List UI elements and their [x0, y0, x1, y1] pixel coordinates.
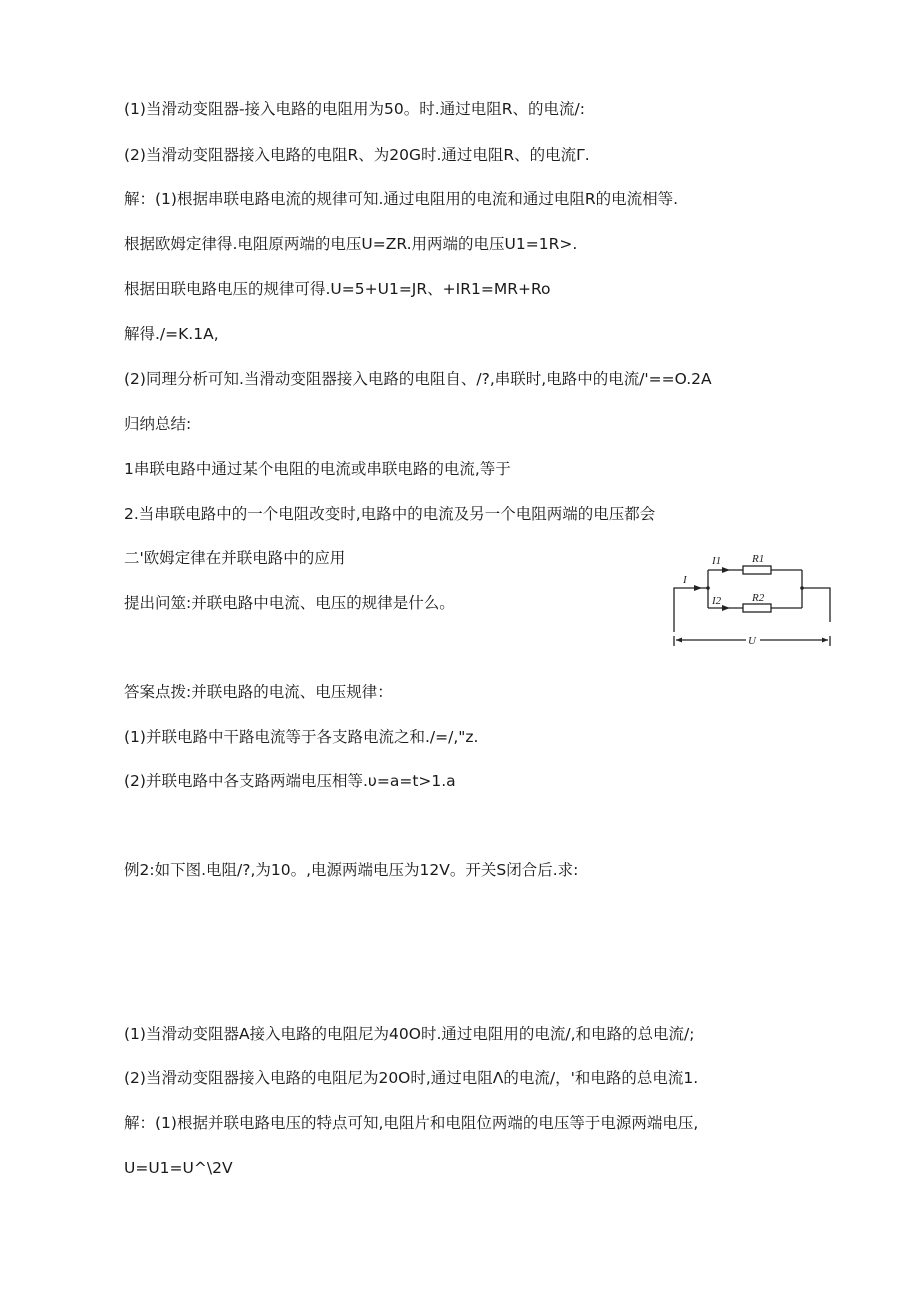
label-i: I — [683, 574, 687, 586]
parallel-circuit-diagram — [668, 552, 838, 648]
question-1-text: (1)当滑动变阻器-接入电路的电阻用为50。时.通过电阻R、的电流/: — [124, 100, 585, 118]
summary-heading: 归纳总结: — [124, 415, 192, 433]
solution-line-2: 根据欧姆定律得.电阻原两端的电压U=ZR.用两端的电压U1=1R>. — [124, 235, 578, 253]
answer-rule-2: (2)并联电路中各支路两端电压相等.υ=a=t>1.a — [124, 772, 456, 790]
label-u: U — [748, 635, 756, 647]
resistor-r2 — [743, 604, 771, 612]
junction-dot-left — [706, 586, 710, 590]
current-arrow-branch-2 — [722, 605, 730, 611]
example-2-solution-1: 解：(1)根据并联电路电压的特点可知,电阻片和电阻位两端的电压等于电源两端电压, — [124, 1114, 699, 1132]
solution-line-1: 解：(1)根据串联电路电流的规律可知.通过电阻用的电流和通过电阻R的电流相等. — [124, 190, 679, 208]
left-lead-wire — [674, 588, 708, 632]
answer-heading: 答案点拨:并联电路的电流、电压规律： — [124, 683, 393, 701]
solution-line-3: 根据田联电路电压的规律可得.U=5+U1=JR、+IR1=MR+Ro — [124, 280, 551, 298]
example-2-solution-2: U=U1=U^\2V — [124, 1159, 233, 1177]
solution-line-5: (2)同理分析可知.当滑动变阻器接入电路的电阻自、/?,串联时,电路中的电流/'==O.2A — [124, 370, 712, 388]
label-i2: I2 — [712, 595, 722, 607]
right-lead-wire — [802, 588, 830, 622]
label-r2: R2 — [752, 592, 765, 604]
current-arrow-main — [694, 585, 702, 591]
summary-item-1: 1串联电路中通过某个电阻的电流或串联电路的电流,等于 — [124, 460, 511, 478]
label-i1: I1 — [712, 555, 722, 567]
answer-rule-1: (1)并联电路中干路电流等于各支路电流之和./=/,"z. — [124, 728, 479, 746]
junction-dot-right — [800, 586, 804, 590]
label-r1: R1 — [752, 553, 765, 565]
question-prompt: 提出问筮:并联电路中电流、电压的规律是什么。 — [124, 594, 455, 612]
example-2-question-1: (1)当滑动变阻器A接入电路的电阻尼为40O时.通过电阻用的电流/,和电路的总电流/; — [124, 1025, 695, 1043]
question-2-text: (2)当滑动变阻器接入电路的电阻R、为20G时.通过电阻R、的电流Γ. — [124, 146, 590, 164]
voltage-arrow-left — [676, 638, 682, 643]
resistor-r1 — [743, 566, 771, 574]
solution-line-4: 解得./=K.1A, — [124, 325, 219, 343]
example-2-text: 例2:如下图.电阻/?,为10。,电源两端电压为12V。开关S闭合后.求: — [124, 861, 579, 879]
summary-item-2: 2.当串联电路中的一个电阻改变时,电路中的电流及另一个电阻两端的电压都会 — [124, 505, 656, 523]
voltage-arrow-right — [822, 638, 828, 643]
example-2-question-2: (2)当滑动变阻器接入电路的电阻尼为20O时,通过电阻Λ的电流/，'和电路的总电流1. — [124, 1069, 699, 1087]
section-heading: 二'欧姆定律在并联电路中的应用 — [124, 549, 346, 567]
current-arrow-branch-1 — [722, 567, 730, 573]
